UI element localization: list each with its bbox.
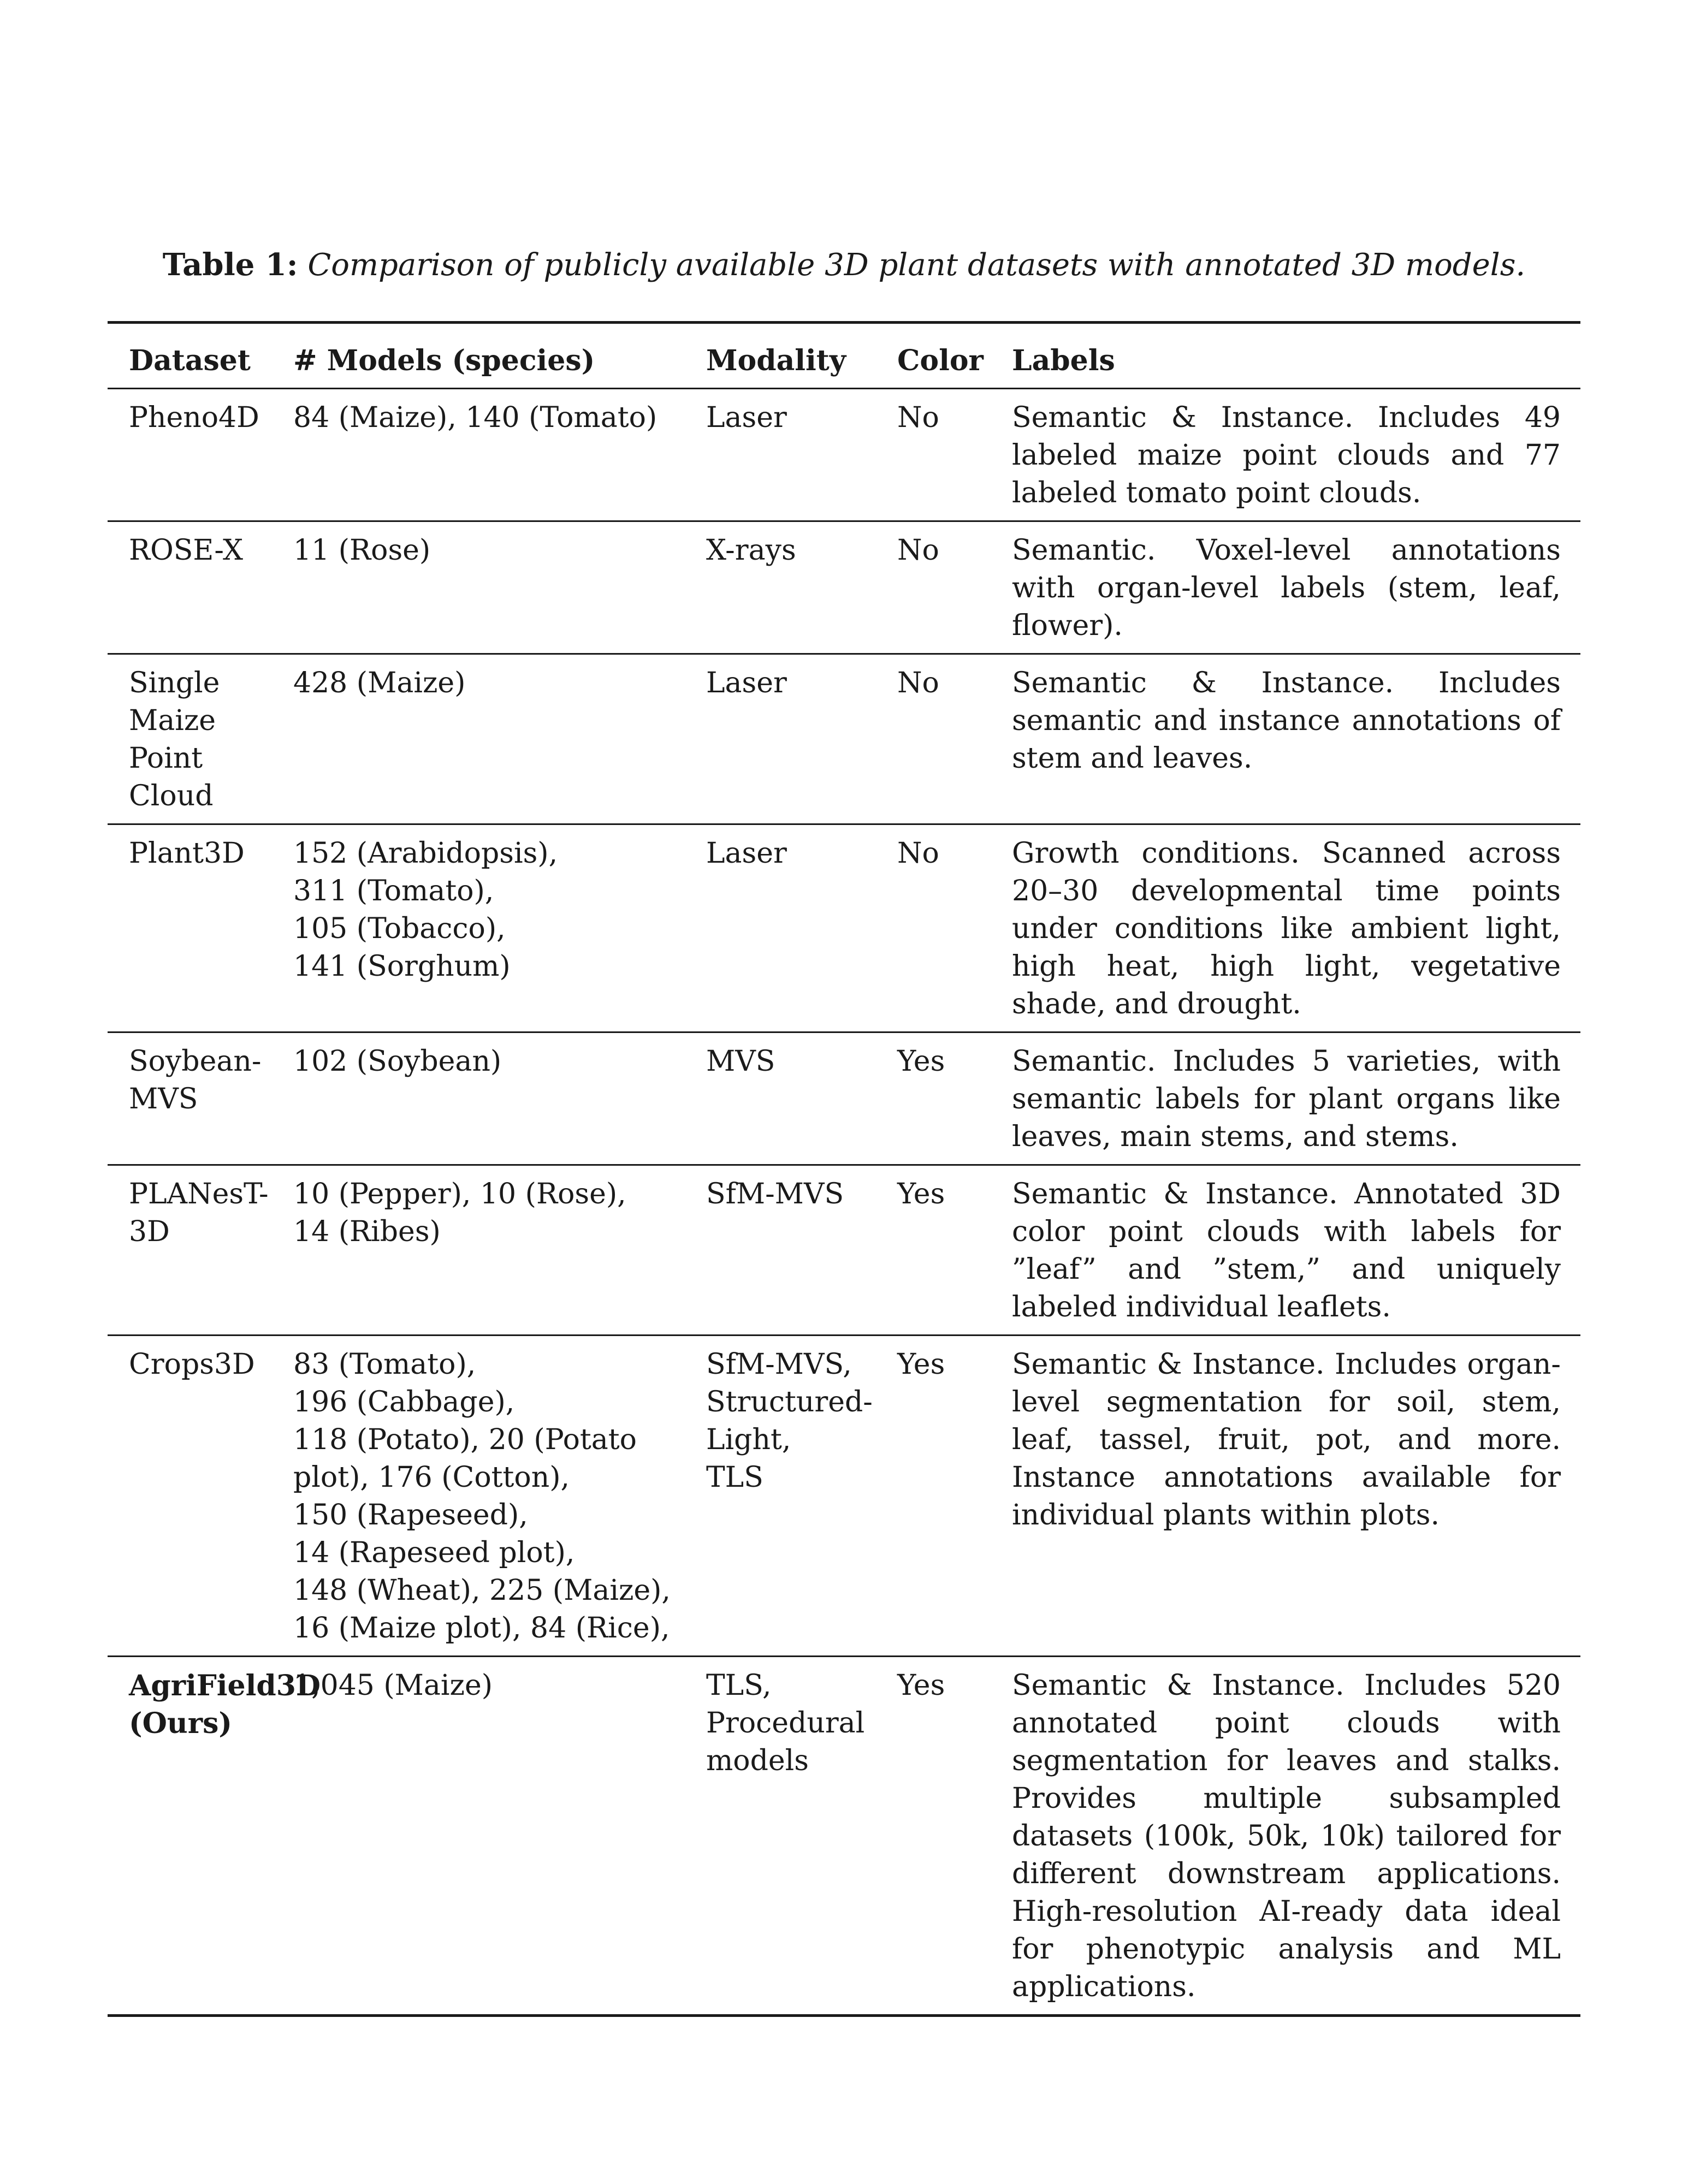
cell-models: 83 (Tomato), 196 (Cabbage), 118 (Potato), 20 (Potato plot), 176 (Cotton), 150 (Rapeseed), 14 (Rapeseed plot), 148 (Wheat), 225 (Maize), 16 (Maize plot), 84 (Rice), xyxy=(293,1348,671,1645)
cell-color: Yes xyxy=(897,1178,945,1210)
cell-models: 102 (Soybean) xyxy=(293,1045,502,1078)
table-row xyxy=(108,1165,1580,1336)
cell-modality: SfM-MVS, Structured-Light, TLS xyxy=(706,1348,873,1494)
cell-modality: Laser xyxy=(706,401,787,434)
table-row xyxy=(108,1336,1580,1657)
cell-dataset: ROSE-X xyxy=(129,534,244,567)
cell-labels: Semantic & Instance. Annotated 3D color point clouds with labels for ”leaf” and ”stem,” and uniquely labeled individual leaflets. xyxy=(1012,1178,1561,1324)
cell-dataset: PLANesT-3D xyxy=(129,1178,269,1248)
cell-labels: Semantic & Instance. Includes organ-level segmentation for soil, stem, leaf, tassel, fruit, pot, and more. Instance annotations available for individual plants within plots. xyxy=(1012,1348,1561,1532)
cell-models: 152 (Arabidopsis), 311 (Tomato), 105 (Tobacco), 141 (Sorghum) xyxy=(293,837,558,983)
cell-modality: Laser xyxy=(706,667,787,699)
cell-labels: Semantic & Instance. Includes 49 labeled maize point clouds and 77 labeled tomato point clouds. xyxy=(1012,401,1561,509)
cell-models: 1,045 (Maize) xyxy=(293,1669,493,1702)
cell-labels: Semantic & Instance. Includes 520 annotated point clouds with segmentation for leaves and stalks. Provides multiple subsampled datasets (100k, 50k, 10k) tailored for different downstream applications. High-resolution AI-ready data ideal for phenotypic analysis and ML applications. xyxy=(1012,1669,1561,2003)
cell-color: No xyxy=(897,837,939,870)
cell-models: 11 (Rose) xyxy=(293,534,431,567)
cell-models: 84 (Maize), 140 (Tomato) xyxy=(293,401,658,434)
cell-color: Yes xyxy=(897,1045,945,1078)
table-row xyxy=(108,654,1580,824)
cell-dataset: Single Maize Point Cloud xyxy=(129,667,220,812)
cell-labels: Semantic. Includes 5 varieties, with semantic labels for plant organs like leaves, main stems, and stems. xyxy=(1012,1045,1561,1153)
cell-dataset-ours: AgriField3D (Ours) xyxy=(129,1669,321,1740)
cell-labels: Growth conditions. Scanned across 20–30 developmental time points under conditions like ambient light, high heat, high light, vegetative shade, and drought. xyxy=(1012,837,1561,1020)
cell-color: No xyxy=(897,667,939,699)
cell-dataset: Crops3D xyxy=(129,1348,255,1381)
cell-modality: X-rays xyxy=(706,534,796,567)
table-header-row xyxy=(108,323,1580,389)
table-row xyxy=(108,521,1580,654)
header-dataset: Dataset xyxy=(129,344,251,377)
cell-color: No xyxy=(897,401,939,434)
table-row xyxy=(108,824,1580,1032)
cell-modality: Laser xyxy=(706,837,787,870)
cell-models: 10 (Pepper), 10 (Rose), 14 (Ribes) xyxy=(293,1178,626,1248)
cell-labels: Semantic. Voxel-level annotations with organ-level labels (stem, leaf, flower). xyxy=(1012,534,1561,642)
cell-models: 428 (Maize) xyxy=(293,667,466,699)
header-modality: Modality xyxy=(706,344,846,377)
cell-dataset: Plant3D xyxy=(129,837,245,870)
table-caption-text: Comparison of publicly available 3D plant datasets with annotated 3D models. xyxy=(307,247,1526,283)
table-caption-label: Table 1: xyxy=(162,247,298,283)
table-row xyxy=(108,1657,1580,2016)
cell-modality: MVS xyxy=(706,1045,775,1078)
dataset-comparison-table xyxy=(108,321,1580,2017)
header-labels: Labels xyxy=(1012,344,1115,377)
cell-labels: Semantic & Instance. Includes semantic and instance annotations of stem and leaves. xyxy=(1012,667,1561,775)
table-row xyxy=(108,389,1580,521)
cell-dataset: Pheno4D xyxy=(129,401,259,434)
table-caption xyxy=(0,243,1688,287)
cell-dataset: Soybean-MVS xyxy=(129,1045,262,1115)
cell-modality: TLS, Procedural models xyxy=(706,1669,865,1777)
header-color: Color xyxy=(897,344,984,377)
header-models: # Models (species) xyxy=(293,344,595,377)
dataset-comparison-table-wrapper xyxy=(108,321,1580,2017)
cell-color: Yes xyxy=(897,1348,945,1381)
cell-color: Yes xyxy=(897,1669,945,1702)
cell-modality: SfM-MVS xyxy=(706,1178,844,1210)
cell-color: No xyxy=(897,534,939,567)
table-row xyxy=(108,1032,1580,1165)
